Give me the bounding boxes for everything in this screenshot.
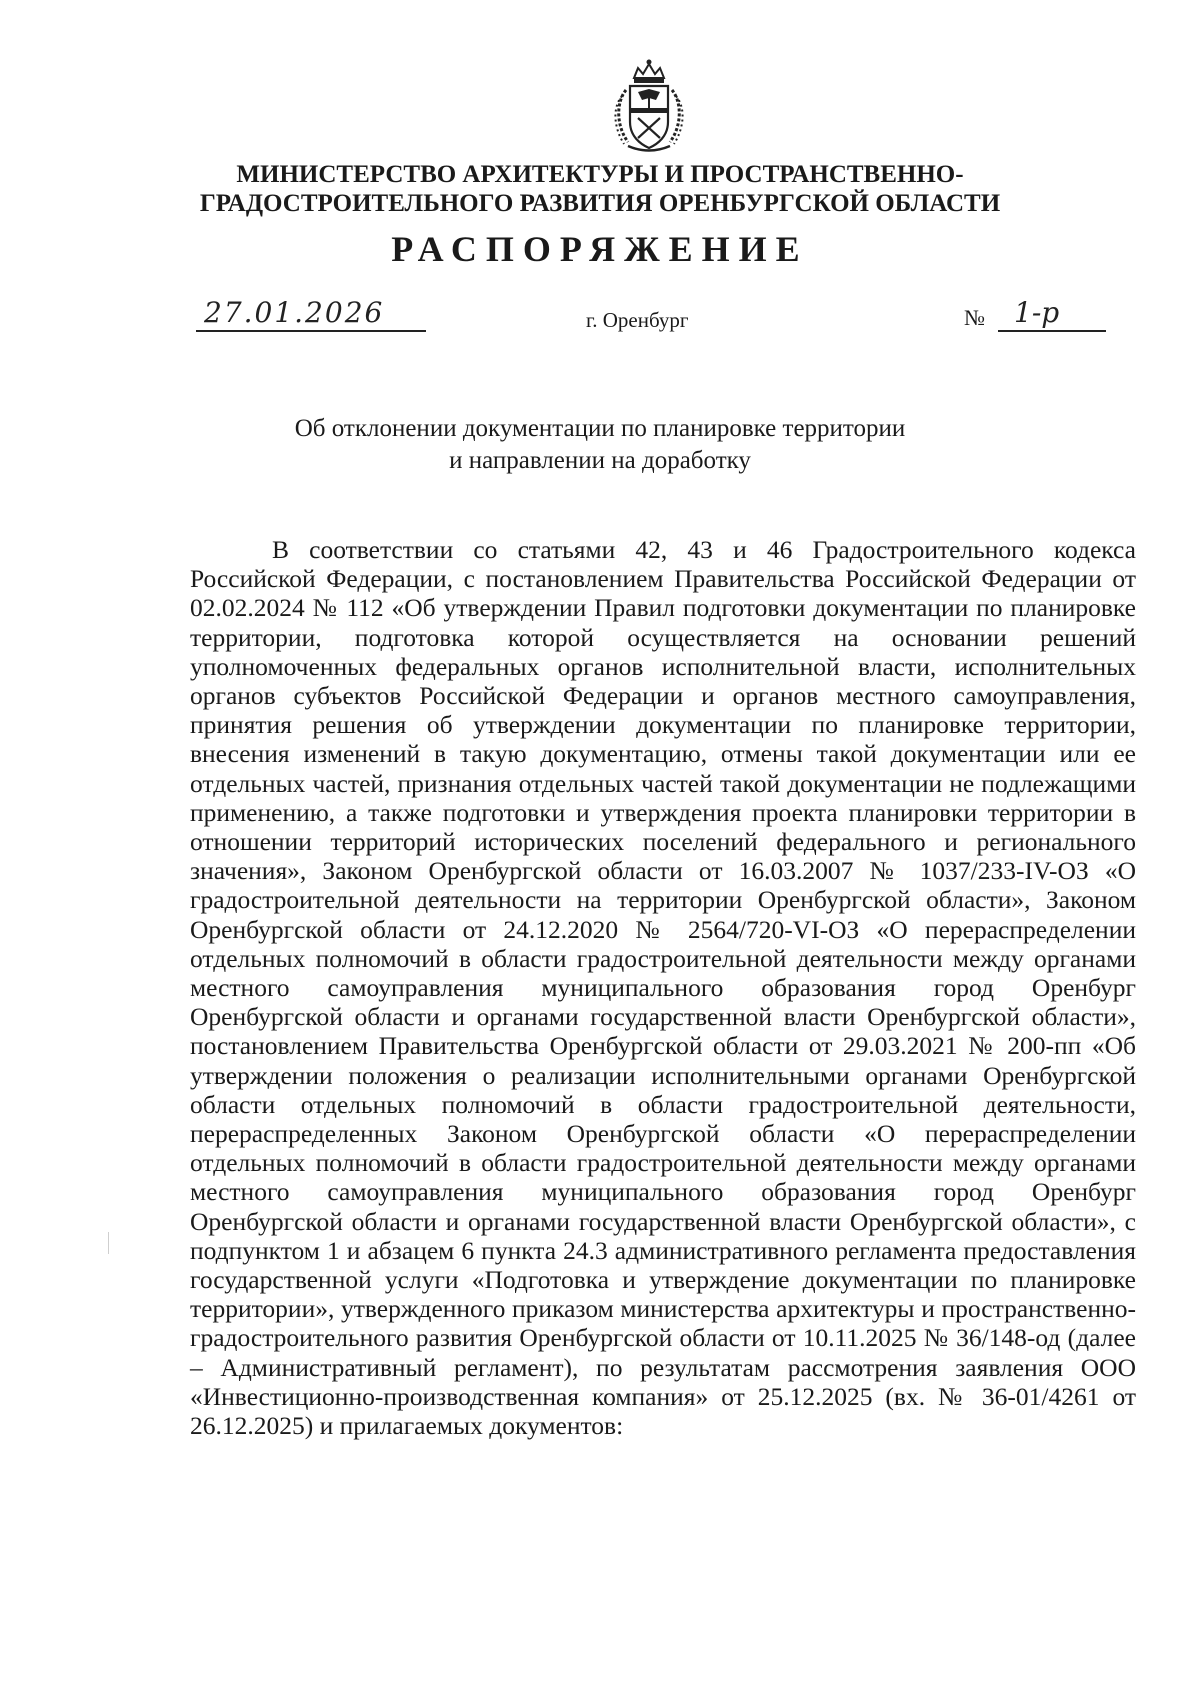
body-paragraph: В соответствии со статьями 42, 43 и 46 Градостроительного кодекса Российской Федерации, с постановлением Правительства Российской Федерации от 02.02.2024 № 112 «Об утверждении Правил подготовки документации по планировке территории, подготовка которой осуществляется на основании решений уполномоченных федеральных органов исполнительной власти, исполнительных органов субъектов Российской Федерации и органов местного самоуправления, принятия решения об утверждении документации по планировке территории, внесения изменений в такую документацию, отмены такой документации или ее отдельных частей, признания отдельных частей такой документации не подлежащими применению, а также подготовки и утверждения проекта планировки территории в отношении территорий исторических поселений федерального и регионального значения», Законом Оренбургской области от 16.03.2007 № 1037/233-IV-ОЗ «О градостроительной деятельности на территории Оренбургской области», Законом Оренбургской области от 24.12.2020 № 2564/720-VI-ОЗ «О перераспределении отдельных полномочий в области градостроительной деятельности между органами местного самоуправления муниципального образования город Оренбург Оренбургской области и органами государственной власти Оренбургской области», постановлением Правительства Оренбургской области от 29.03.2021 № 200-пп «Об утверждении положения о реализации исполнительными органами Оренбургской области отдельных полномочий в области градостроительной деятельности, перераспределенных Законом Оренбургской области «О перераспределении отдельных полномочий в области градостроительной деятельности между органами местного самоуправления муниципального образования город Оренбург Оренбургской области и органами государственной власти Оренбургской области», с подпунктом 1 и абзацем 6 пункта 24.3 административного регламента предоставления государственной услуги «Подготовка и утверждение документации по планировке территории», утвержденного приказом министерства архитектуры и пространственно-градостроительного развития Оренбургской области от 10.11.2025 № 36/148-од (далее – Административный регламент), по результатам рассмотрения заявления ООО «Инвестиционно-производственная компания» от 25.12.2025 (вх. № 36-01/4261 от 26.12.2025) и прилагаемых документов: bbox=[190, 535, 1136, 1441]
handwritten-date bbox=[200, 298, 422, 332]
document-type-heading: РАСПОРЯЖЕНИЕ bbox=[391, 229, 809, 269]
date-underline bbox=[196, 330, 426, 332]
date-value: 27.01.2026 bbox=[204, 296, 385, 329]
ministry-title-line2: ГРАДОСТРОИТЕЛЬНОГО РАЗВИТИЯ ОРЕНБУРГСКОЙ ОБЛАСТИ bbox=[199, 190, 1001, 217]
city-label: г. Оренбург bbox=[586, 308, 689, 332]
orenburg-coat-of-arms-icon bbox=[608, 56, 690, 156]
document-subject bbox=[250, 413, 950, 477]
number-underline bbox=[998, 330, 1106, 332]
number-sign: № bbox=[964, 305, 985, 330]
document-number: 1-р bbox=[1014, 296, 1060, 329]
ministry-title bbox=[150, 160, 1050, 218]
subject-line1: Об отклонении документации по планировке территории bbox=[294, 415, 906, 442]
handwritten-number bbox=[1000, 298, 1105, 332]
subject-line2: и направлении на доработку bbox=[449, 447, 751, 474]
ministry-title-line1: МИНИСТЕРСТВО АРХИТЕКТУРЫ И ПРОСТРАНСТВЕННО- bbox=[236, 161, 964, 188]
scan-artifact-line bbox=[108, 1232, 109, 1254]
